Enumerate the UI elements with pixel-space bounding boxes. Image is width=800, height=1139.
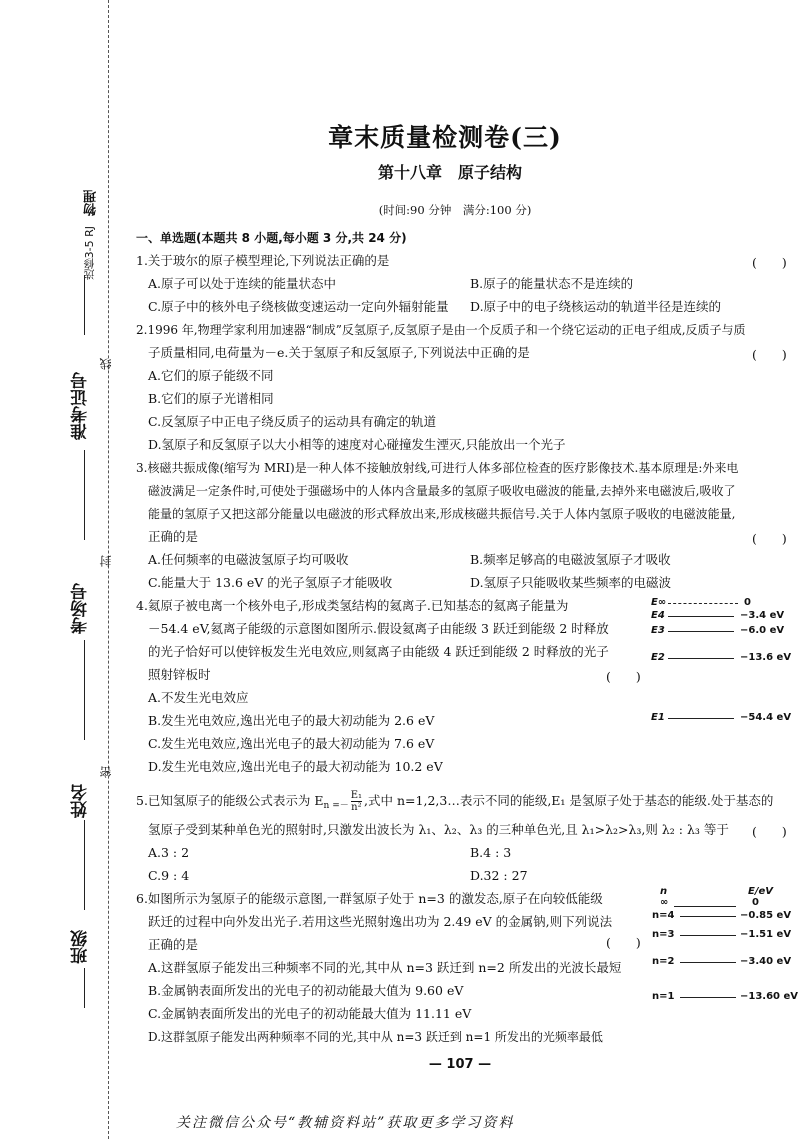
q6-col-e-header: E/eV — [748, 886, 774, 897]
q6-level-line-2 — [680, 962, 736, 963]
q6-level-value-1: −13.60 eV — [740, 991, 799, 1002]
exam-room-label: 考场号 — [71, 583, 91, 634]
q5-formula-fraction — [351, 790, 362, 813]
q3-option-b: B.频率足够高的电磁波氢原子才吸收 — [470, 552, 671, 567]
bind-line-char: 线 — [99, 358, 113, 370]
q6-answer-paren[interactable]: ( ) — [606, 935, 641, 950]
section-heading: 一、单选题(本题共 8 小题,每小题 3 分,共 24 分) — [136, 231, 407, 245]
q2-option-b: B.它们的原子光谱相同 — [148, 391, 274, 406]
page-title: 章末质量检测卷(三) — [328, 123, 562, 152]
q6-level-line-3 — [680, 935, 736, 936]
q3-answer-paren[interactable]: ( ) — [752, 531, 787, 546]
q4-level-value-4: −3.4 eV — [740, 610, 785, 621]
q4-level-line-2 — [668, 658, 734, 659]
footer-note: 关注微信公众号“教辅资料站”获取更多学习资料 — [176, 1115, 515, 1131]
q6-option-b: B.金属钠表面所发出的光电子的初动能最大值为 9.60 eV — [148, 983, 464, 998]
q4-option-d: D.发生光电效应,逸出光电子的最大初动能为 10.2 eV — [148, 759, 443, 774]
q5-option-c: C.9 : 4 — [148, 868, 190, 883]
q6-level-line-4 — [680, 916, 736, 917]
q5-line1 — [136, 790, 773, 814]
q2-answer-paren[interactable]: ( ) — [752, 347, 787, 362]
q2-option-c: C.反氢原子中正电子绕反质子的运动具有确定的轨道 — [148, 414, 437, 429]
q5-line1-post: ,式中 n=1,2,3…表示不同的能级,E₁ 是氢原子处于基态的能级.处于基态的 — [364, 793, 774, 808]
q4-level-label-2: E2 — [651, 652, 665, 663]
q6-col-n-header: n — [660, 886, 668, 897]
q4-line3: 的光子恰好可以使锌板发生光电效应,则氦离子由能级 4 跃迁到能级 2 时释放的光子 — [148, 644, 609, 659]
q3-line4: 正确的是 — [148, 529, 199, 544]
q2-option-d: D.氢原子和反氢原子以大小相等的速度对心碰撞发生湮灭,只能放出一个光子 — [148, 437, 566, 452]
q4-level-label-1: E1 — [651, 712, 665, 723]
q6-line3: 正确的是 — [148, 937, 199, 952]
q4-level-label-inf: E∞ — [651, 597, 667, 608]
q4-level-value-inf: 0 — [744, 597, 751, 608]
ticket-number-underline — [84, 450, 85, 540]
page-number: — 107 — — [428, 1057, 492, 1072]
q3-line1: 3.核磁共振成像(缩写为 MRI)是一种人体不接触放射线,可进行人体多部位检查的医疗影像技术.基本原理是:外来电 — [136, 461, 739, 475]
q4-line4: 照射锌板时 — [148, 667, 211, 682]
subject-underline — [84, 275, 85, 335]
q4-option-c: C.发生光电效应,逸出光电子的最大初动能为 7.6 eV — [148, 736, 435, 751]
q4-level-value-2: −13.6 eV — [740, 652, 792, 663]
q6-level-value-2: −3.40 eV — [740, 956, 792, 967]
q3-option-c: C.能量大于 13.6 eV 的光子氢原子才能吸收 — [148, 575, 393, 590]
time-info: (时间:90 分钟 满分:100 分) — [378, 203, 532, 217]
q6-option-a: A.这群氢原子能发出三种频率不同的光,其中从 n=3 跃迁到 n=2 所发出的光波长最短 — [148, 960, 622, 975]
q5-formula-eq: n =－ — [323, 801, 349, 811]
page-subtitle: 第十八章 原子结构 — [377, 163, 522, 182]
q4-option-b: B.发生光电效应,逸出光电子的最大初动能为 2.6 eV — [148, 713, 435, 728]
q1-option-d: D.原子中的电子绕核运动的轨道半径是连续的 — [470, 299, 722, 314]
class-label: 班级 — [71, 930, 91, 964]
q4-option-a: A.不发生光电效应 — [148, 690, 249, 705]
name-underline — [84, 820, 85, 910]
q5-line2: 氢原子受到某种单色光的照射时,只激发出波长为 λ₁、λ₂、λ₃ 的三种单色光,且 λ₁>λ₂>λ₃,则 λ₂ : λ₃ 等于 — [148, 822, 729, 837]
exam-room-underline — [84, 640, 85, 740]
ticket-number-label: 准考证号 — [71, 372, 91, 440]
q6-level-label-inf: ∞ — [660, 897, 669, 908]
q5-option-a: A.3 : 2 — [148, 845, 190, 860]
q6-option-c: C.金属钠表面所发出的光电子的初动能最大值为 11.11 eV — [148, 1006, 472, 1021]
q6-level-value-inf: 0 — [752, 897, 759, 908]
q5-fraction-numerator: E₁ — [350, 790, 363, 801]
q6-line2: 跃迁的过程中向外发出光子.若用这些光照射逸出功为 2.49 eV 的金属钠,则下列说法 — [148, 914, 613, 929]
q3-option-a: A.任何频率的电磁波氢原子均可吸收 — [148, 552, 349, 567]
q4-level-value-1: −54.4 eV — [740, 712, 792, 723]
q5-option-b: B.4 : 3 — [470, 845, 512, 860]
sidebar-edition: 选修3-5 RJ — [83, 226, 96, 281]
q3-line3: 能量的氢原子又把这部分能量以电磁波的形式释放出来,形成核磁共振信号.关于人体内氢原子吸收的电磁波能量, — [148, 507, 736, 521]
q4-level-label-4: E4 — [651, 610, 665, 621]
q3-line2: 磁波满足一定条件时,可使处于强磁场中的人体内含量最多的氢原子吸收电磁波的能量,去掉外来电磁波后,吸收了 — [148, 484, 736, 498]
q2-option-a: A.它们的原子能级不同 — [148, 368, 274, 383]
q2-line1: 2.1996 年,物理学家利用加速器“制成”反氢原子,反氢原子是由一个反质子和一个绕它运动的正电子组成,反质子与质 — [136, 323, 746, 337]
q1-answer-paren[interactable]: ( ) — [752, 255, 787, 270]
q6-level-label-3: n=3 — [652, 929, 675, 940]
q4-level-line-1 — [668, 718, 734, 719]
q1-stem: 1.关于玻尔的原子模型理论,下列说法正确的是 — [136, 253, 390, 268]
q6-level-label-2: n=2 — [652, 956, 675, 967]
q4-level-line-inf — [668, 603, 738, 604]
q1-option-a: A.原子可以处于连续的能量状态中 — [148, 276, 337, 291]
q5-option-d: D.32 : 27 — [470, 868, 528, 883]
q1-option-c: C.原子中的核外电子绕核做变速运动一定向外辐射能量 — [148, 299, 449, 314]
q6-level-line-inf — [674, 906, 736, 907]
q1-option-b: B.原子的能量状态不是连续的 — [470, 276, 634, 291]
q6-line1: 6.如图所示为氢原子的能级示意图,一群氢原子处于 n=3 的激发态,原子在向较低能级 — [136, 891, 603, 906]
q5-line1-pre: 5.已知氢原子的能级公式表示为 E — [136, 793, 324, 808]
q6-level-label-1: n=1 — [652, 991, 675, 1002]
q4-level-line-3 — [668, 631, 734, 632]
q6-level-value-3: −1.51 eV — [740, 929, 792, 940]
q4-level-line-4 — [668, 616, 734, 617]
q5-answer-paren[interactable]: ( ) — [752, 824, 787, 839]
q2-line2: 子质量相同,电荷量为－e.关于氢原子和反氢原子,下列说法中正确的是 — [148, 345, 530, 360]
bind-secret-char: 密 — [99, 766, 113, 778]
q5-fraction-denominator: n² — [351, 802, 362, 813]
q6-option-d: D.这群氢原子能发出两种频率不同的光,其中从 n=3 跃迁到 n=1 所发出的光频率最低 — [148, 1030, 603, 1044]
q6-level-label-4: n=4 — [652, 910, 675, 921]
name-label: 姓名 — [71, 784, 91, 818]
q6-level-value-4: −0.85 eV — [740, 910, 792, 921]
q4-answer-paren[interactable]: ( ) — [606, 669, 641, 684]
q4-level-value-3: −6.0 eV — [740, 625, 785, 636]
q6-level-line-1 — [680, 997, 736, 998]
sidebar-subject: 物理 — [84, 190, 99, 216]
q4-line2: －54.4 eV,氦离子能级的示意图如图所示.假设氦离子由能级 3 跃迁到能级 2 时释放 — [148, 621, 609, 636]
bind-seal-char: 封 — [99, 555, 113, 567]
q4-line1: 4.氦原子被电离一个核外电子,形成类氢结构的氦离子.已知基态的氦离子能量为 — [136, 598, 569, 613]
q4-level-label-3: E3 — [651, 625, 665, 636]
q3-option-d: D.氢原子只能吸收某些频率的电磁波 — [470, 575, 672, 590]
class-underline — [84, 968, 85, 1008]
